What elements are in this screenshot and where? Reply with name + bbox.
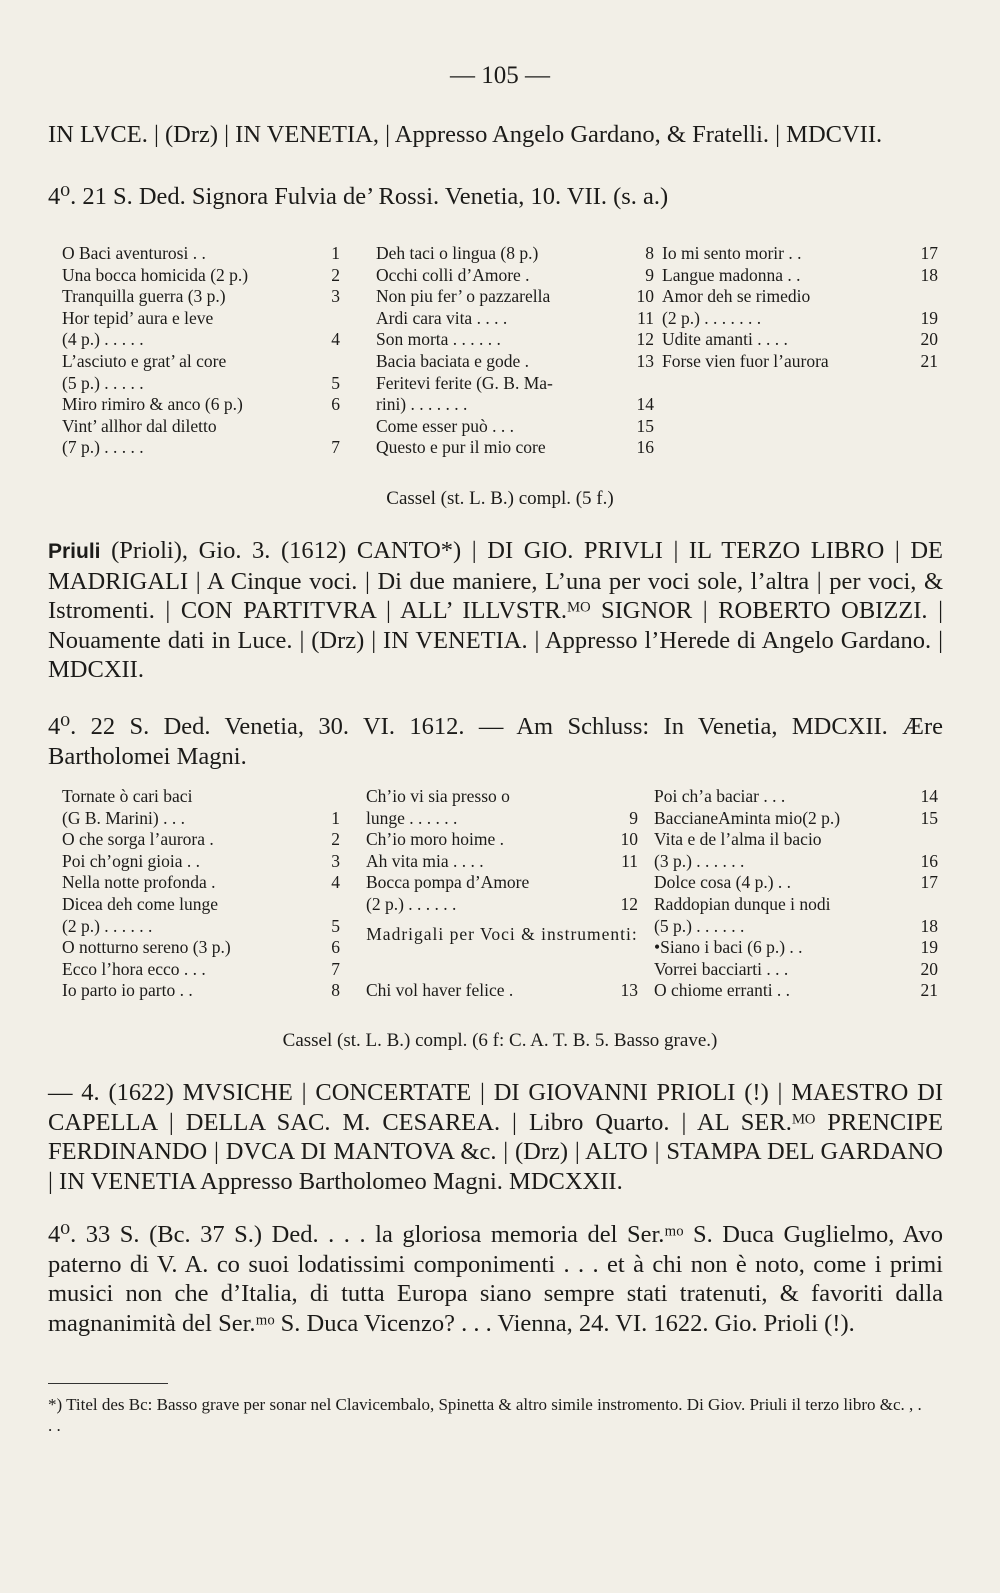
toc-entry-number: 21 <box>920 350 938 371</box>
toc-entry <box>366 980 638 1002</box>
toc-entry <box>376 243 654 265</box>
toc-entry <box>376 394 654 416</box>
toc-entry-number: 4 <box>331 329 340 350</box>
entry2-col2-heading: Madrigali per Voci & instrumenti: <box>366 924 638 944</box>
toc-entry-number: 18 <box>920 915 938 936</box>
toc-entry <box>654 959 938 981</box>
entry3-meta: 4⁰. 33 S. (Bc. 37 S.) Ded. . . . la gloriosa memoria del Ser.ᵐᵒ S. Duca Guglielmo, Avo paterno di V. A. co suoi lodatissimi componimenti . . . et à chi non è noto, come i primi musici non che d’Italia, di tutta Europa siano sempre stati tratenuti, & favoriti dalla magnanimità del Ser.ᵐᵒ S. Duca Vicenzo? . . . Vienna, 24. VI. 1622. Gio. Prioli (!). <box>48 1221 943 1337</box>
toc-entry-title: (2 p.) . . . . . . . <box>662 307 762 328</box>
toc-entry-title: Bocca pompa d’Amore <box>366 872 530 893</box>
toc-entry-title: Come esser può . . . <box>376 415 515 436</box>
toc-entry-number: 2 <box>331 829 340 850</box>
toc-entry-title: Ecco l’hora ecco . . . <box>62 958 206 979</box>
toc-entry <box>654 829 938 851</box>
toc-entry <box>662 265 938 287</box>
toc-entry-title: Vint’ allhor dal diletto <box>62 415 217 436</box>
toc-entry-number: 6 <box>331 937 340 958</box>
toc-entry <box>662 286 938 308</box>
entry2-title-text: (Prioli), Gio. 3. (1612) CANTO*) | DI GIO. PRIVLI | IL TERZO LIBRO | DE MADRIGALI | A Cinque voci. | Di due maniere, L’una per voci sole, l’altra | per voci, & Istromenti. | CON PARTITVRA | ALL’ ILLVSTR.ᴹᴼ SIGNOR | ROBERTO OBIZZI. | Nouamente dati in Luce. | (Drz) | IN VENETIA. | Appresso l’Herede di Angelo Gardano. | MDCXII. <box>48 537 944 683</box>
toc-entry-title: Udite amanti . . . . <box>662 329 788 350</box>
entry1-contents <box>62 243 938 473</box>
toc-entry-title: Questo e pur il mio core <box>376 437 546 458</box>
toc-entry-number: 3 <box>331 850 340 871</box>
toc-entry <box>62 786 340 808</box>
toc-entry <box>62 373 340 395</box>
toc-entry <box>654 808 938 830</box>
entry2-col2b <box>366 980 638 1002</box>
toc-entry <box>62 894 340 916</box>
toc-entry-number <box>336 416 340 438</box>
toc-entry-number: 3 <box>331 286 340 307</box>
entry3-title: — 4. (1622) MVSICHE | CONCERTATE | DI GIOVANNI PRIOLI (!) | MAESTRO DI CAPELLA | DELLA SAC. M. CESAREA. | Libro Quarto. | AL SER.ᴹᴼ PRENCIPE FERDINANDO | DVCA DI MANTOVA &c. | (Drz) | ALTO | STAMPA DEL GARDANO | IN VENETIA Appresso Bartholomeo Magni. MDCXXII. <box>48 1079 943 1195</box>
toc-entry <box>654 894 938 916</box>
toc-entry <box>654 980 938 1002</box>
toc-entry-number: 2 <box>331 264 340 285</box>
toc-entry <box>366 786 638 808</box>
toc-entry-number: 1 <box>331 807 340 828</box>
toc-entry-number: 9 <box>645 264 654 285</box>
toc-entry-number: 4 <box>331 872 340 893</box>
toc-entry <box>366 872 638 894</box>
footnote: *) Titel des Bc: Basso grave per sonar nel Clavicembalo, Spinetta & altro simile instromento. Di Giov. Priuli il terzo libro &c. , . . . <box>48 1395 922 1435</box>
toc-entry-number: 10 <box>636 286 654 307</box>
toc-entry-title: Io parto io parto . . <box>62 980 193 1001</box>
toc-entry <box>366 851 638 873</box>
toc-entry-number: 21 <box>920 980 938 1001</box>
toc-entry-title: lunge . . . . . . <box>366 807 458 828</box>
toc-entry <box>62 394 340 416</box>
toc-entry-number: 15 <box>920 807 938 828</box>
entry1-meta: 4⁰. 21 S. Ded. Signora Fulvia de’ Rossi. Venetia, 10. VII. (s. a.) <box>48 183 669 210</box>
toc-entry-title: Io mi sento morir . . <box>662 243 802 263</box>
entry1-col2 <box>376 243 654 459</box>
toc-entry-number: 15 <box>636 415 654 436</box>
entry2-meta: 4⁰. 22 S. Ded. Venetia, 30. VI. 1612. — Am Schluss: In Venetia, MDCXII. Ære Bartholomei Magni. <box>48 713 943 770</box>
toc-entry-number: 12 <box>636 329 654 350</box>
toc-entry <box>62 437 340 459</box>
toc-entry-title: Dicea deh come lunge <box>62 893 218 914</box>
toc-entry <box>662 329 938 351</box>
toc-entry-title: Chi vol haver felice . <box>366 980 514 1000</box>
toc-entry-number: 20 <box>920 958 938 979</box>
toc-entry <box>376 437 654 459</box>
toc-entry-number: 19 <box>920 307 938 328</box>
toc-entry-title: (5 p.) . . . . . <box>62 372 144 393</box>
toc-entry-title: O notturno sereno (3 p.) <box>62 937 231 958</box>
toc-entry-number <box>336 308 340 330</box>
toc-entry <box>62 286 340 308</box>
toc-entry-title: O chiome erranti . . <box>654 980 791 1001</box>
toc-entry-title: Deh taci o lingua (8 p.) <box>376 243 539 263</box>
toc-entry-number: 19 <box>920 937 938 958</box>
toc-entry-title: Ch’io vi sia presso o <box>366 786 510 806</box>
toc-entry <box>62 351 340 373</box>
toc-entry-number: 14 <box>920 786 938 806</box>
toc-entry-number <box>934 894 938 916</box>
toc-entry <box>376 286 654 308</box>
toc-entry-number: 5 <box>331 915 340 936</box>
toc-entry <box>62 416 340 438</box>
toc-entry-title: rini) . . . . . . . <box>376 394 468 415</box>
toc-entry <box>62 916 340 938</box>
toc-entry-number: 8 <box>331 980 340 1001</box>
toc-entry-title: Feritevi ferite (G. B. Ma- <box>376 372 553 393</box>
toc-entry-title: BaccianeAminta mio(2 p.) <box>654 807 841 828</box>
toc-entry-number: 9 <box>629 807 638 828</box>
toc-entry-title: O Baci aventurosi . . <box>62 243 206 263</box>
toc-entry-title: Occhi colli d’Amore . <box>376 264 530 285</box>
entry2-location: Cassel (st. L. B.) compl. (6 f: C. A. T. B. 5. Basso grave.) <box>282 1030 718 1051</box>
toc-entry-number: 12 <box>620 893 638 914</box>
toc-entry <box>376 416 654 438</box>
toc-entry-title: (3 p.) . . . . . . <box>654 850 745 871</box>
toc-entry <box>366 808 638 830</box>
toc-entry <box>62 243 340 265</box>
toc-entry-number: 11 <box>621 850 638 871</box>
toc-entry-number: 7 <box>331 437 340 458</box>
toc-entry-number <box>934 286 938 308</box>
toc-entry <box>662 308 938 330</box>
entry1-col1 <box>62 243 340 459</box>
entry1-col3 <box>662 243 938 373</box>
toc-entry <box>376 373 654 395</box>
toc-entry-number: 17 <box>920 243 938 263</box>
toc-entry-number: 16 <box>920 850 938 871</box>
toc-entry-number: 14 <box>636 394 654 415</box>
toc-entry-title: Ardi cara vita . . . . <box>376 307 508 328</box>
toc-entry-number: 20 <box>920 329 938 350</box>
toc-entry <box>366 829 638 851</box>
toc-entry-number: 5 <box>331 372 340 393</box>
toc-entry-number: 13 <box>636 350 654 371</box>
toc-entry-title: (4 p.) . . . . . <box>62 329 144 350</box>
toc-entry-title: Hor tepid’ aura e leve <box>62 307 214 328</box>
toc-entry <box>654 872 938 894</box>
toc-entry <box>62 937 340 959</box>
page-number: — 105 — <box>450 62 550 89</box>
toc-entry-title: Poi ch’ogni gioia . . <box>62 850 201 871</box>
entry2-contents <box>62 786 938 1016</box>
toc-entry <box>62 872 340 894</box>
toc-entry-number <box>336 786 340 808</box>
toc-entry-number <box>336 894 340 916</box>
toc-entry-number: 18 <box>920 264 938 285</box>
toc-entry <box>654 786 938 808</box>
toc-entry <box>376 265 654 287</box>
toc-entry-number: 6 <box>331 394 340 415</box>
toc-entry <box>62 808 340 830</box>
toc-entry <box>62 959 340 981</box>
toc-entry-title: Langue madonna . . <box>662 264 801 285</box>
entry2-col3 <box>654 786 938 1002</box>
toc-entry <box>62 829 340 851</box>
toc-entry-number: 11 <box>637 307 654 328</box>
entry2-title <box>48 536 943 685</box>
toc-entry-number <box>634 872 638 894</box>
toc-entry-title: Nella notte profonda . <box>62 872 216 893</box>
toc-entry-title: (2 p.) . . . . . . <box>366 893 457 914</box>
toc-entry-title: Baciа baciata e gode . <box>376 350 530 371</box>
toc-entry-title: Son morta . . . . . . <box>376 329 501 350</box>
toc-entry-number: 13 <box>620 980 638 1000</box>
toc-entry <box>654 851 938 873</box>
toc-entry <box>62 329 340 351</box>
toc-entry <box>62 980 340 1002</box>
toc-entry-title: Una bocca homicida (2 p.) <box>62 264 249 285</box>
toc-entry-number: 7 <box>331 958 340 979</box>
toc-entry <box>376 329 654 351</box>
toc-entry <box>376 351 654 373</box>
toc-entry-title: Ch’io moro hoime . <box>366 829 505 850</box>
toc-entry-number <box>634 786 638 808</box>
toc-entry-title: (7 p.) . . . . . <box>62 437 144 458</box>
toc-entry-title: Forse vien fuor l’aurora <box>662 350 829 371</box>
toc-entry <box>62 308 340 330</box>
toc-entry-number <box>336 351 340 373</box>
toc-entry-title: Vita e de l’alma il bacio <box>654 829 822 850</box>
toc-entry <box>366 894 638 916</box>
toc-entry-number: 1 <box>331 243 340 263</box>
toc-entry <box>654 916 938 938</box>
toc-entry <box>662 351 938 373</box>
toc-entry <box>62 851 340 873</box>
toc-entry-title: (2 p.) . . . . . . <box>62 915 153 936</box>
toc-entry-number: 8 <box>645 243 654 263</box>
entry1-location: Cassel (st. L. B.) compl. (5 f.) <box>386 488 614 509</box>
toc-entry-title: Miro rimiro & anco (6 p.) <box>62 394 243 415</box>
toc-entry-title: Raddopian dunque i nodi <box>654 893 831 914</box>
toc-entry <box>654 937 938 959</box>
toc-entry-title: Ah vita mia . . . . <box>366 850 484 871</box>
toc-entry-title: Tornate ò cari baci <box>62 786 193 806</box>
toc-entry-title: Dolce cosa (4 p.) . . <box>654 872 792 893</box>
toc-entry-title: O che sorga l’aurora . <box>62 829 214 850</box>
toc-entry-title: •Siano i baci (6 p.) . . <box>654 937 803 958</box>
footnote-rule <box>48 1383 168 1384</box>
toc-entry-title: Poi ch’a baciar . . . <box>654 786 786 806</box>
toc-entry-number: 16 <box>636 437 654 458</box>
toc-entry-title: (5 p.) . . . . . . <box>654 915 745 936</box>
entry1-title: IN LVCE. | (Drz) | IN VENETIA, | Appresso Angelo Gardano, & Fratelli. | MDCVII. <box>48 121 883 148</box>
toc-entry-title: Tranquilla guerra (3 p.) <box>62 286 226 307</box>
toc-entry <box>62 265 340 287</box>
toc-entry-number <box>934 829 938 851</box>
toc-entry <box>376 308 654 330</box>
toc-entry-title: L’asciuto e grat’ al core <box>62 350 227 371</box>
toc-entry-title: Non piu fer’ o pazzarella <box>376 286 551 307</box>
toc-entry <box>662 243 938 265</box>
toc-entry-number: 17 <box>920 872 938 893</box>
entry2-col1 <box>62 786 340 1002</box>
toc-entry-title: (G B. Marini) . . . <box>62 807 185 828</box>
toc-entry-number <box>650 373 654 395</box>
entry2-col2a <box>366 786 638 916</box>
toc-entry-number: 10 <box>620 829 638 850</box>
entry2-name: Priuli <box>48 540 101 563</box>
toc-entry-title: Vorrei bacciarti . . . <box>654 958 789 979</box>
toc-entry-title: Amor deh se rimedio <box>662 286 811 307</box>
